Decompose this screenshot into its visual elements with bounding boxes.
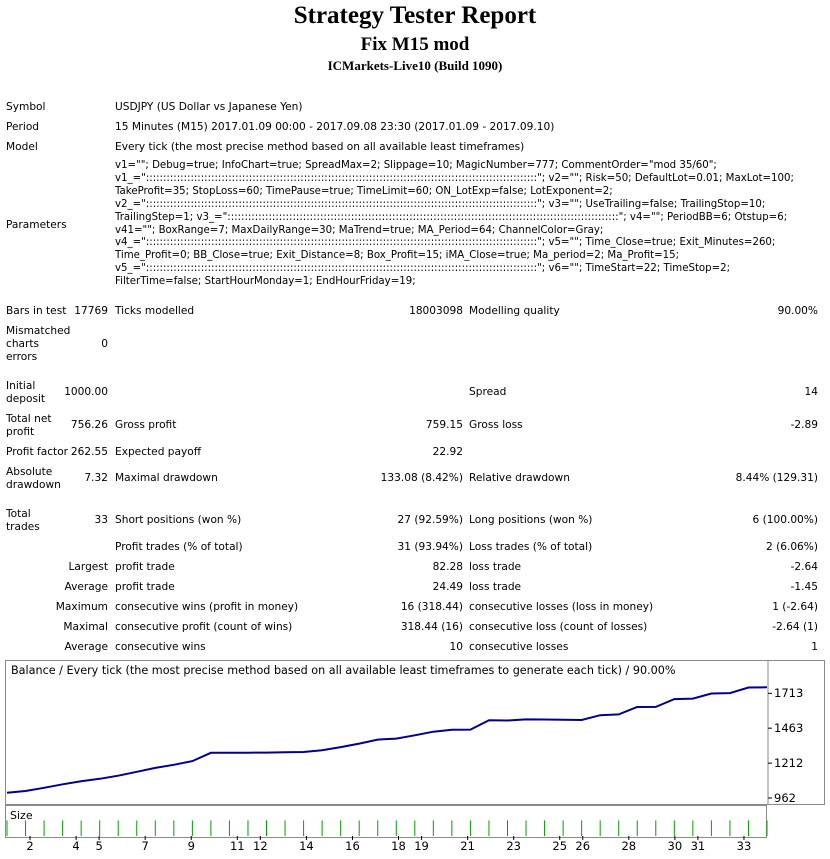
avgcons-label: Average — [64, 641, 108, 653]
chart-title: Balance / Every tick (the most precise method based on all available least timeframes to generate each tick) / 90.00% — [11, 664, 676, 677]
largest-loss-label: loss trade — [469, 561, 522, 573]
long-value: 6 (100.00%) — [752, 514, 818, 526]
maximal-loss-label: consecutive loss (count of losses) — [469, 621, 648, 633]
period-label: Period — [6, 121, 40, 133]
largest-profit-value: 82.28 — [432, 561, 463, 573]
grossprofit-value: 759.15 — [425, 419, 463, 431]
max-losses-value: 1 (-2.64) — [772, 601, 818, 613]
x-tick-label: 28 — [621, 839, 637, 853]
balance-line — [7, 687, 767, 792]
payoff-label: Expected payoff — [115, 446, 202, 458]
parameter-line: Time_Profit=0; BB_Close=true; Exit_Distance=8; Box_Profit=15; iMA_Close=true; Ma_period=2; Ma_Profit=15; — [115, 250, 680, 262]
deposit-label-1: Initial — [6, 380, 36, 392]
parameter-line: v41=""; BoxRange=7; MaxDailyRange=30; MaTrend=true; MA_Period=64; ChannelColor=Gray; — [115, 224, 604, 236]
ticks-value: 18003098 — [409, 305, 463, 317]
ltrades-value: 2 (6.06%) — [765, 541, 818, 553]
parameter-line: v4_="::::::::::::::::::::::::::::::::::::::::::::::::::::::::::::::::::::::::::::::::::::::::::::::::::::::::::::::::::"; v5=""; Time_Close=true; Exit_Minutes=260; — [115, 237, 776, 249]
average-loss-label: loss trade — [469, 581, 522, 593]
short-label: Short positions (won %) — [115, 514, 242, 526]
maximum-label: Maximum — [55, 601, 108, 613]
short-value: 27 (92.59%) — [397, 514, 463, 526]
y-tick-label: 1713 — [774, 686, 804, 701]
parameters-label: Parameters — [6, 219, 67, 231]
average-profit-value: 24.49 — [432, 581, 463, 593]
y-tick-label: 1463 — [774, 721, 804, 736]
pf-value: 262.55 — [70, 446, 108, 458]
average-profit-label: profit trade — [115, 581, 175, 593]
maxdd-value: 133.08 (8.42%) — [380, 472, 463, 484]
grossprofit-label: Gross profit — [115, 419, 177, 431]
avg-wins-label: consecutive wins — [115, 641, 206, 653]
bars-label: Bars in test — [6, 305, 67, 317]
x-tick-label: 12 — [253, 839, 268, 853]
largest-profit-label: profit trade — [115, 561, 175, 573]
symbol-label: Symbol — [6, 101, 46, 113]
avg-losses-label: consecutive losses — [469, 641, 569, 653]
spread-value: 14 — [804, 386, 818, 398]
x-tick-label: 18 — [391, 839, 406, 853]
mismatch-label-3: errors — [6, 351, 38, 363]
bars-value: 17769 — [74, 305, 108, 317]
reldd-value: 8.44% (129.31) — [735, 472, 818, 484]
x-tick-label: 33 — [736, 839, 752, 853]
parameter-line: TakeProfit=35; StopLoss=60; TimePause=true; TimeLimit=60; ON_LotExp=false; LotExponent=2; — [115, 185, 613, 197]
mismatch-value: 0 — [101, 338, 108, 350]
x-tick-label: 26 — [575, 839, 591, 853]
netprofit-label-1: Total net — [6, 413, 52, 425]
maximal-profit-label: consecutive profit (count of wins) — [115, 621, 293, 633]
parameter-line: v1=""; Debug=true; InfoChart=true; SpreadMax=2; Slippage=10; MagicNumber=777; CommentOrder="mod 35/60"; — [115, 160, 717, 171]
reldd-label: Relative drawdown — [469, 472, 570, 484]
ticks-label: Ticks modelled — [115, 305, 195, 317]
parameter-line: v2_="::::::::::::::::::::::::::::::::::::::::::::::::::::::::::::::::::::::::::::::::::::::::::::::::::::::::::::::::::"; v3=""; UseTrailing=false; TrailingStop=10; — [115, 198, 766, 210]
average-loss-value: -1.45 — [790, 581, 818, 593]
x-tick-label: 25 — [552, 839, 568, 853]
trades-value: 33 — [94, 514, 108, 526]
model-label: Model — [6, 141, 38, 153]
x-tick-label: 2 — [26, 839, 34, 853]
absdd-label-1: Absolute — [6, 466, 53, 478]
pf-label: Profit factor — [6, 446, 69, 458]
deposit-value: 1000.00 — [64, 386, 108, 398]
x-tick-label: 5 — [95, 839, 103, 853]
x-tick-label: 23 — [506, 839, 521, 853]
report-server: ICMarkets-Live10 (Build 1090) — [327, 58, 503, 73]
max-losses-label: consecutive losses (loss in money) — [469, 601, 654, 613]
maximal-profit-value: 318.44 (16) — [400, 621, 463, 633]
symbol-value: USDJPY (US Dollar vs Japanese Yen) — [115, 101, 303, 113]
size-label: Size — [10, 809, 33, 822]
largest-loss-value: -2.64 — [790, 561, 818, 573]
ptrades-value: 31 (93.94%) — [397, 541, 463, 553]
x-tick-label: 9 — [187, 839, 195, 853]
max-wins-label: consecutive wins (profit in money) — [115, 601, 299, 613]
deposit-label-2: deposit — [6, 393, 46, 405]
parameter-line: v1_="::::::::::::::::::::::::::::::::::::::::::::::::::::::::::::::::::::::::::::::::::::::::::::::::::::::::::::::::::"; v2=""; Risk=50; DefaultLot=0.01; MaxLot=100; — [115, 172, 794, 184]
spread-label: Spread — [469, 386, 507, 398]
quality-label: Modelling quality — [469, 305, 560, 317]
x-tick-label: 30 — [667, 839, 683, 853]
parameter-line: FilterTime=false; StartHourMonday=1; EndHourFriday=19; — [115, 276, 416, 288]
avg-losses-value: 1 — [811, 641, 818, 653]
trades-label-2: trades — [6, 521, 40, 533]
x-tick-label: 16 — [345, 839, 360, 853]
grossloss-value: -2.89 — [790, 419, 818, 431]
largest-label: Largest — [68, 561, 108, 573]
x-tick-label: 14 — [299, 839, 314, 853]
quality-value: 90.00% — [777, 305, 818, 317]
absdd-label-2: drawdown — [6, 479, 61, 491]
payoff-value: 22.92 — [432, 446, 463, 458]
maximal-loss-value: -2.64 (1) — [772, 621, 818, 633]
x-tick-label: 11 — [229, 839, 245, 853]
y-tick-label: 962 — [774, 791, 796, 805]
average-label: Average — [64, 581, 108, 593]
x-tick-label: 31 — [690, 839, 706, 853]
mismatch-label-1: Mismatched — [6, 325, 71, 337]
avg-wins-value: 10 — [449, 641, 463, 653]
long-label: Long positions (won %) — [469, 514, 593, 526]
ptrades-label: Profit trades (% of total) — [115, 541, 243, 553]
grossloss-label: Gross loss — [469, 419, 523, 431]
x-tick-label: 19 — [414, 839, 429, 853]
report-subtitle: Fix M15 mod — [360, 34, 470, 55]
y-tick-label: 1212 — [774, 756, 804, 771]
netprofit-label-2: profit — [6, 426, 35, 438]
maximal-label: Maximal — [63, 621, 108, 633]
x-tick-label: 21 — [460, 839, 475, 853]
x-tick-label: 7 — [141, 839, 149, 853]
parameter-line: v5_="::::::::::::::::::::::::::::::::::::::::::::::::::::::::::::::::::::::::::::::::::::::::::::::::::::::::::::::::::"; v6=""; TimeStart=22; TimeStop=2; — [115, 263, 731, 275]
max-wins-value: 16 (318.44) — [400, 601, 463, 613]
report-title: Strategy Tester Report — [293, 2, 537, 29]
trades-label-1: Total — [6, 508, 31, 520]
parameter-line: TrailingStep=1; v3_="::::::::::::::::::::::::::::::::::::::::::::::::::::::::::::::::::::::::::::::::::::::::::::::::::::::::::::::::::"; v4=""; PeriodBB=6; Otstup=6; — [115, 211, 788, 223]
period-value: 15 Minutes (M15) 2017.01.09 00:00 - 2017.09.08 23:30 (2017.01.09 - 2017.09.10) — [115, 121, 555, 133]
netprofit-value: 756.26 — [70, 419, 108, 431]
x-tick-label: 4 — [72, 839, 80, 853]
maxdd-label: Maximal drawdown — [115, 472, 218, 484]
ltrades-label: Loss trades (% of total) — [469, 541, 593, 553]
absdd-value: 7.32 — [84, 472, 108, 484]
model-value: Every tick (the most precise method based on all available least timeframes) — [115, 141, 525, 153]
mismatch-label-2: charts — [6, 338, 40, 350]
